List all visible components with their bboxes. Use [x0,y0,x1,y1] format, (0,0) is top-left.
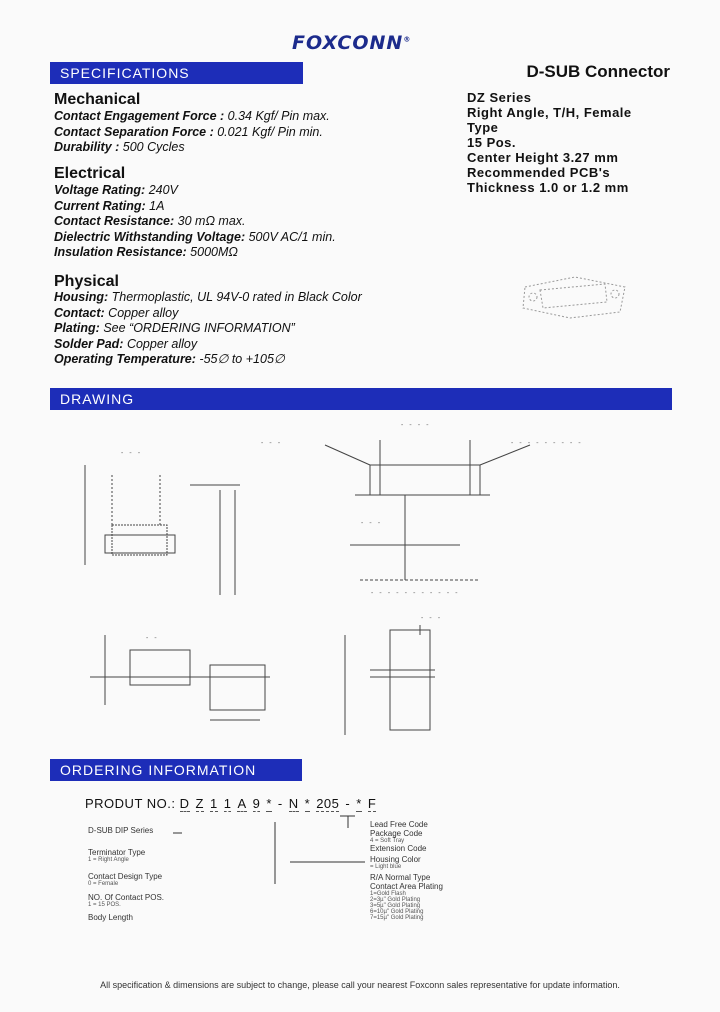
spec-row [54,183,336,199]
product-line: Thickness 1.0 or 1.2 mm [467,180,629,195]
product-title: D-SUB Connector [526,62,670,81]
ordering-field-label: Contact Area Plating [370,882,443,891]
plating-option: 2=3µ" Gold Plating [370,897,421,903]
product-line: Recommended PCB's [467,165,611,180]
svg-text:- - -: - - - [420,614,442,622]
product-code-part: - [277,796,283,811]
product-line: Center Height 3.27 mm [467,150,619,165]
spec-row [54,109,330,125]
spec-row [54,321,362,337]
ordering-field-sub: 4 = Soft Tray [370,838,405,844]
ordering-field-label: NO. Of Contact POS. [88,893,165,902]
spec-label: Solder Pad: [54,336,124,351]
plating-option: 1=Gold Flash [370,891,406,897]
spec-row [54,199,336,215]
spec-value: Copper alloy [104,305,179,320]
spec-label: Plating: [54,321,100,335]
ordering-band [50,759,302,781]
svg-text:- - -: - - - [360,519,382,527]
product-code [180,796,383,811]
spec-label: Operating Temperature: [54,352,196,366]
ordering-field [88,893,164,913]
spec-label: Contact Engagement Force : [54,109,225,123]
spec-value: See “ORDERING INFORMATION” [99,321,295,335]
ordering-field-sub: = Light blue [370,864,402,870]
product-code-part: F [367,796,377,811]
product-code-part: 1 [209,796,218,811]
ordering-field-label: D-SUB DIP Series [88,826,154,835]
ordering-title: ORDERING INFORMATION [60,762,257,778]
ordering-field-label: Housing Color [370,855,421,864]
product-line: DZ Series [467,90,532,105]
electrical-heading: Electrical [54,165,126,182]
spec-value: 0.021 Kgf/ Pin min. [213,124,323,139]
foxconn-logo [292,32,432,56]
spec-label: Housing: [54,290,109,304]
spec-row [54,337,362,353]
product-code-part: * [266,796,272,811]
spec-label: Durability : [54,140,120,154]
ordering-right-labels [370,820,443,921]
svg-text:- - -: - - - [120,449,142,457]
product-code-part: * [356,796,362,811]
ordering-field-sub: 1 = 15 POS. [88,902,121,908]
logo-text: FOXCONN [292,32,404,54]
product-code-part: 9 [252,796,261,811]
svg-text:- - - - - - - - -: - - - - - - - - - [510,439,582,447]
footer-disclaimer: All specification & dimensions are subject to change, please call your nearest Foxconn sales representative for update information. [100,980,620,990]
ordering-field-label: Lead Free Code [370,820,428,829]
spec-row [54,140,330,156]
ordering-field-label: Terminator Type [88,848,146,857]
product-number [85,796,382,811]
plating-option: 3=5µ" Gold Plating [370,903,421,909]
physical-heading: Physical [54,273,119,290]
product-code-part: 205 [316,796,340,811]
spec-row [54,352,362,368]
spec-label: Dielectric Withstanding Voltage: [54,229,246,244]
specifications-band [50,62,303,84]
product-code-part: 1 [223,796,232,811]
spec-value: 30 mΩ max. [174,214,246,228]
ordering-left-labels [88,826,164,922]
product-code-part: A [237,796,247,811]
spec-label: Current Rating: [54,198,146,213]
physical-list [54,290,362,368]
spec-value: Thermoplastic, UL 94V-0 rated in Black Color [108,290,362,304]
svg-text:- -: - - [145,634,158,642]
registered-mark: ® [403,35,412,44]
electrical-list [54,183,336,261]
product-code-part: * [304,796,311,811]
spec-row [54,290,362,306]
svg-text:- - -: - - - [260,439,282,447]
svg-text:- - - -: - - - - [400,421,430,429]
product-code-part: N [288,796,299,811]
specifications-title: SPECIFICATIONS [60,65,190,81]
spec-value: -55∅ to +105∅ [195,352,285,366]
product-line: Right Angle, T/H, Female [467,105,632,120]
spec-label: Contact Resistance: [54,214,175,228]
spec-value: 500V AC/1 min. [245,229,336,244]
spec-row [54,125,330,141]
product-line: Type [467,120,499,135]
product-code-part: D [179,796,190,811]
spec-value: 500 Cycles [119,140,185,154]
product-number-label: PRODUT NO.: [85,796,176,811]
spec-value: 240V [145,183,178,197]
ordering-field [88,848,164,872]
spec-label: Voltage Rating: [54,183,146,197]
ordering-field-label: Package Code [370,829,423,838]
ordering-field-label: R/A Normal Type [370,873,431,882]
plating-option: 6=10µ" Gold Plating [370,909,424,915]
spec-label: Insulation Resistance: [54,245,187,259]
ordering-field-label: Extension Code [370,844,427,853]
product-code-part: - [345,796,351,811]
ordering-field-sub: 0 = Female [88,881,119,887]
ordering-field [88,872,164,893]
spec-row [54,306,362,322]
svg-text:- - - - - - - - - - -: - - - - - - - - - - - [370,589,459,597]
product-code-part: Z [195,796,204,811]
spec-value: 1A [145,198,165,213]
spec-row [54,245,336,261]
ordering-field-label: Body Length [88,913,133,922]
connector-drawing [60,415,660,755]
spec-label: Contact: [54,305,105,320]
ordering-field-label: Contact Design Type [88,872,163,881]
spec-value: Copper alloy [123,336,198,351]
spec-value: 0.34 Kgf/ Pin max. [224,109,330,123]
mechanical-list [54,109,330,156]
mechanical-heading: Mechanical [54,91,141,108]
ordering-field [88,826,164,848]
ordering-field [88,913,164,922]
ordering-field-sub: 1 = Right Angle [88,857,129,863]
spec-row [54,230,336,246]
ordering-leader-lines [170,812,370,892]
product-line: 15 Pos. [467,135,517,150]
drawing-band [50,388,672,410]
product-description [467,90,632,195]
drawing-title: DRAWING [60,391,135,407]
spec-row [54,214,336,230]
spec-label: Contact Separation Force : [54,124,214,139]
spec-value: 5000MΩ [186,245,238,259]
connector-photo [515,272,630,320]
plating-option: 7=15µ" Gold Plating [370,915,424,921]
